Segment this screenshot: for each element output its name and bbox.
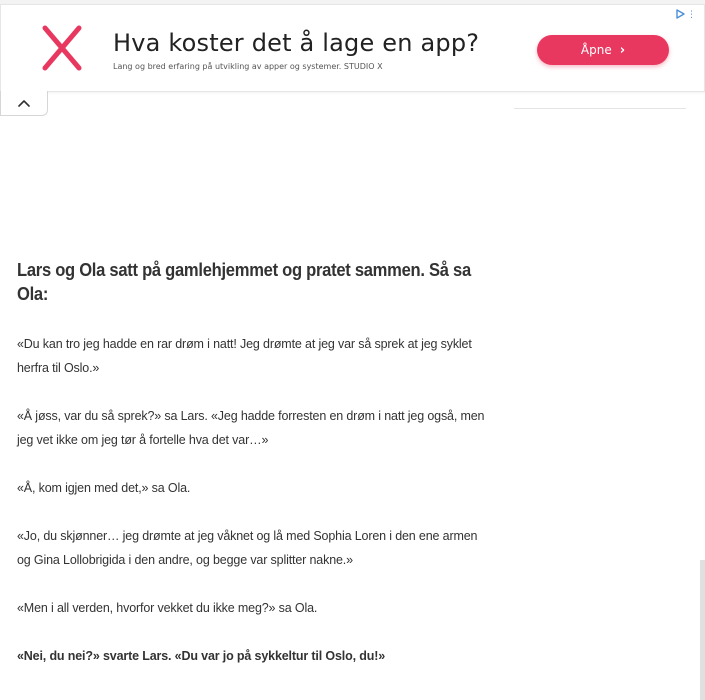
ad-headline[interactable]: Hva koster det å lage en app? bbox=[113, 29, 480, 57]
ad-subtext: Lang og bred erfaring på utvikling av apper og systemer. STUDIO X bbox=[113, 62, 383, 71]
chevron-up-icon bbox=[18, 99, 30, 107]
article-paragraph-3: «Å, kom igjen med det,» sa Ola. bbox=[17, 481, 191, 495]
article-paragraph-1: «Du kan tro jeg hadde en rar drøm i natt! Jeg drømte at jeg var så sprek at jeg syklet herfra til Oslo.» bbox=[17, 337, 472, 375]
sidebar-divider bbox=[514, 108, 686, 109]
scrollbar[interactable] bbox=[700, 560, 705, 700]
article-paragraph-4: «Jo, du skjønner… jeg drømte at jeg våknet og lå med Sophia Loren i den ene armen og Gina Lollobrigida i den andre, og begge var splitter nakne.» bbox=[17, 529, 478, 567]
menu-dots-icon[interactable]: ⋮ bbox=[687, 9, 696, 19]
article-punchline: «Nei, du nei?» svarte Lars. «Du var jo på sykkeltur til Oslo, du!» bbox=[17, 649, 386, 663]
ad-open-button-label: Åpne bbox=[580, 43, 612, 57]
article bbox=[17, 258, 487, 692]
article-paragraph-5: «Men i all verden, hvorfor vekket du ikke meg?» sa Ola. bbox=[17, 601, 318, 615]
x-logo-icon bbox=[41, 25, 83, 71]
article-paragraph-2: «Å jøss, var du så sprek?» sa Lars. «Jeg hadde forresten en drøm i natt jeg også, men jeg vet ikke om jeg tør å fortelle hva det var…» bbox=[17, 409, 485, 447]
article-heading: Lars og Ola satt på gamlehjemmet og pratet sammen. Så sa Ola: bbox=[17, 260, 471, 304]
ad-open-button[interactable] bbox=[537, 35, 669, 65]
adchoices[interactable] bbox=[675, 9, 696, 19]
ad-banner[interactable] bbox=[0, 4, 705, 92]
adchoices-icon[interactable] bbox=[675, 9, 685, 19]
collapse-ad-button[interactable] bbox=[0, 91, 48, 116]
chevron-right-icon: › bbox=[619, 42, 626, 58]
